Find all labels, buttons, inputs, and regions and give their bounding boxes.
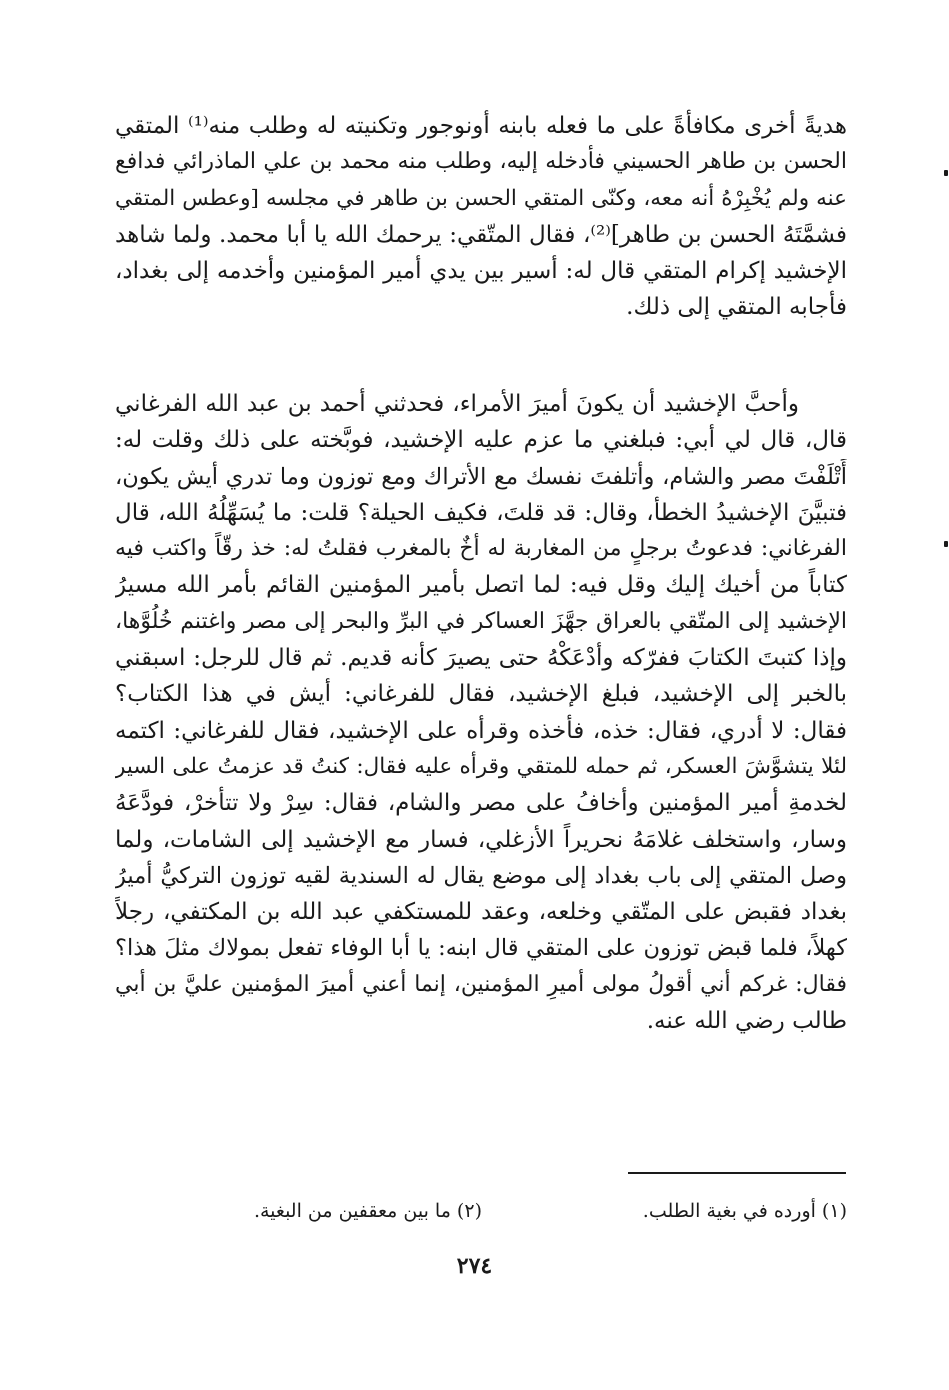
text-line: قال، قال لي أبي: فبلغني ما عزم عليه الإخشيد، فوبَّخته على ذلك وقلت له: (115, 427, 847, 454)
text-line: عنه ولم يُخْبِرْهُ أنه معه، وكنّى المتقي الحسن بن طاهر في مجلسه [وعطس المتقي (115, 185, 847, 211)
footnote-2: (٢) ما بين معقفين من البغية. (253, 1200, 482, 1222)
text-line: الفرغاني: فدعوتُ برجلٍ من المغاربة له أخٌ بالمغرب فقلتُ له: خذ رقّاً واكتب فيه (115, 536, 847, 562)
text-line: وإذا كتبتَ الكتابَ ففرّكه وأدْعَكْهُ حتى يصيرَ كأنه قديم. ثم قال للرجل: اسبقني (115, 645, 847, 672)
text-line: هديةً أخرى مكافأةً على ما فعله بابنه أونوجور وتكنيته له وطلب منه⁽¹⁾ المتقي (115, 113, 847, 139)
footnote-1: (١) أورده في بغية الطلب. (642, 1200, 847, 1222)
text-line: وأحبَّ الإخشيد أن يكونَ أميرَ الأمراء، فحدثني أحمد بن عبد الله الفرغاني (115, 391, 799, 417)
text-line: كتاباً من أخيك إليك وقل فيه: لما اتصل بأمير المؤمنين القائم بأمر الله مسيرُ (115, 572, 847, 599)
text-line: أَتْلَفْتَ مصر والشام، وأتلفتَ نفسك مع الأتراك ومع توزون وما تدري أيش يكون، (115, 463, 847, 490)
text-line: وصل المتقي إلى باب بغداد إلى موضع يقال له السندية لقيه توزون التركيُّ أميرُ (115, 862, 847, 889)
margin-mark-top (944, 170, 948, 176)
footnotes (115, 1196, 847, 1226)
text-line: فقال: لا أدري، فقال: خذه، فأخذه وقرأه على الإخشيد، فقال للفرغاني: اكتمه (115, 717, 847, 744)
text-line: فقال: غركم أني أقولُ مولى أميرِ المؤمنين، إنما أعني أميرَ المؤمنين عليَّ بن أبي (115, 971, 847, 997)
text-line: بغداد فقبض على المتّقي وخلعه، وعقد للمستكفي عبد الله بن المكتفي، رجلاً (115, 899, 847, 926)
margin-mark-middle (944, 541, 948, 547)
text-line: لئلا يتشوَّشَ العسكر، ثم حمله للمتقي وقرأه عليه فقال: كنتُ قد عزمتُ على السير (115, 753, 847, 779)
paragraph-2 (115, 386, 847, 1039)
text-line: طالب رضي الله عنه. (646, 1008, 847, 1035)
text-line: كهلاً، فلما قبض توزون على المتقي قال ابنه: يا أبا الوفاء تفعل بمولاك مثلَ هذا؟ (115, 935, 847, 962)
text-line: لخدمةِ أمير المؤمنين وأخافُ على مصر والشام، فقال: سِرْ ولا تتأخرْ، فودَّعَهُ (115, 790, 847, 817)
footnote-separator (628, 1172, 846, 1174)
text-line: بالخبر إلى الإخشيد، فبلغ الإخشيد، فقال للفرغاني: أيش في هذا الكتاب؟ (115, 681, 847, 708)
page-number: ٢٧٤ (456, 1253, 493, 1279)
paragraph-1 (115, 108, 847, 326)
text-line: فتبيَّنَ الإخشيدُ الخطأ، وقال: قد قلتَ، فكيف الحيلة؟ قلت: ما يُسَهِّلُهُ الله، قال (115, 499, 847, 526)
text-line: الإخشيد إلى المتّقي بالعراق جهَّزَ العساكر في البرِّ والبحر إلى مصر واغتنم خُلُوَّها، (115, 608, 847, 634)
text-line: الحسن بن طاهر الحسيني فأدخله إليه، وطلب منه محمد بن علي الماذرائي فدافع (115, 149, 847, 175)
text-line: وسار، واستخلف غلامَهُ نحريراً الأزغلي، فسار مع الإخشيد إلى الشامات، ولما (115, 826, 847, 853)
text-line: الإخشيد إكرام المتقي قال له: أسير بين يدي أمير المؤمنين وأخدمه إلى بغداد، (115, 258, 847, 285)
text-line: فأجابه المتقي إلى ذلك. (626, 294, 847, 321)
text-line: فشمَّتَهُ الحسن بن طاهر]⁽²⁾، فقال المتّقي: يرحمك الله يا أبا محمد. ولما شاهد (115, 221, 847, 248)
